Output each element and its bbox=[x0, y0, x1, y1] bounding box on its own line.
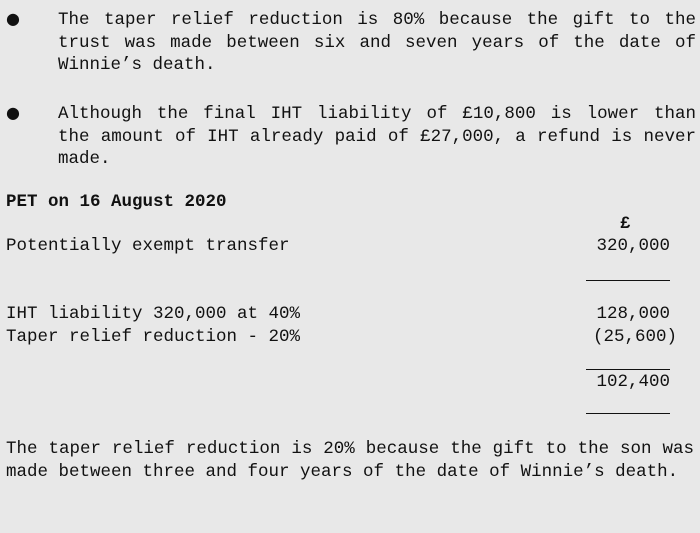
bullet-text: Although the final IHT liability of £10,800 is lower than the amount of IHT already paid of £27,000, a refund is never made. bbox=[58, 104, 696, 169]
table-row bbox=[6, 372, 696, 394]
row-amount: 320,000 bbox=[596, 236, 670, 256]
section-heading: PET on 16 August 2020 bbox=[6, 192, 227, 212]
table-row bbox=[6, 327, 696, 349]
row-label: Taper relief reduction - 20% bbox=[6, 327, 301, 347]
bullet-dot-icon: ● bbox=[6, 9, 20, 28]
bullet-dot-icon: ● bbox=[6, 103, 20, 122]
row-label: IHT liability 320,000 at 40% bbox=[6, 304, 301, 324]
bullet-item bbox=[6, 103, 696, 171]
bullet-text: The taper relief reduction is 80% because the gift to the trust was made between six and seven years of the date of Winnie’s death. bbox=[58, 10, 696, 75]
table-row bbox=[6, 236, 696, 258]
rule-line bbox=[586, 413, 670, 414]
rule-line bbox=[586, 280, 670, 281]
row-amount: 128,000 bbox=[596, 304, 670, 324]
bullet-item bbox=[6, 9, 696, 77]
footer-paragraph: The taper relief reduction is 20% because the gift to the son was made between three and four years of the date of Winnie’s death. bbox=[6, 439, 694, 482]
row-amount: (25,600) bbox=[592, 327, 677, 347]
row-amount: 102,400 bbox=[596, 372, 670, 392]
table-row bbox=[6, 304, 696, 326]
rule-line bbox=[586, 369, 670, 370]
currency-header: £ bbox=[620, 214, 631, 234]
row-label: Potentially exempt transfer bbox=[6, 236, 290, 256]
